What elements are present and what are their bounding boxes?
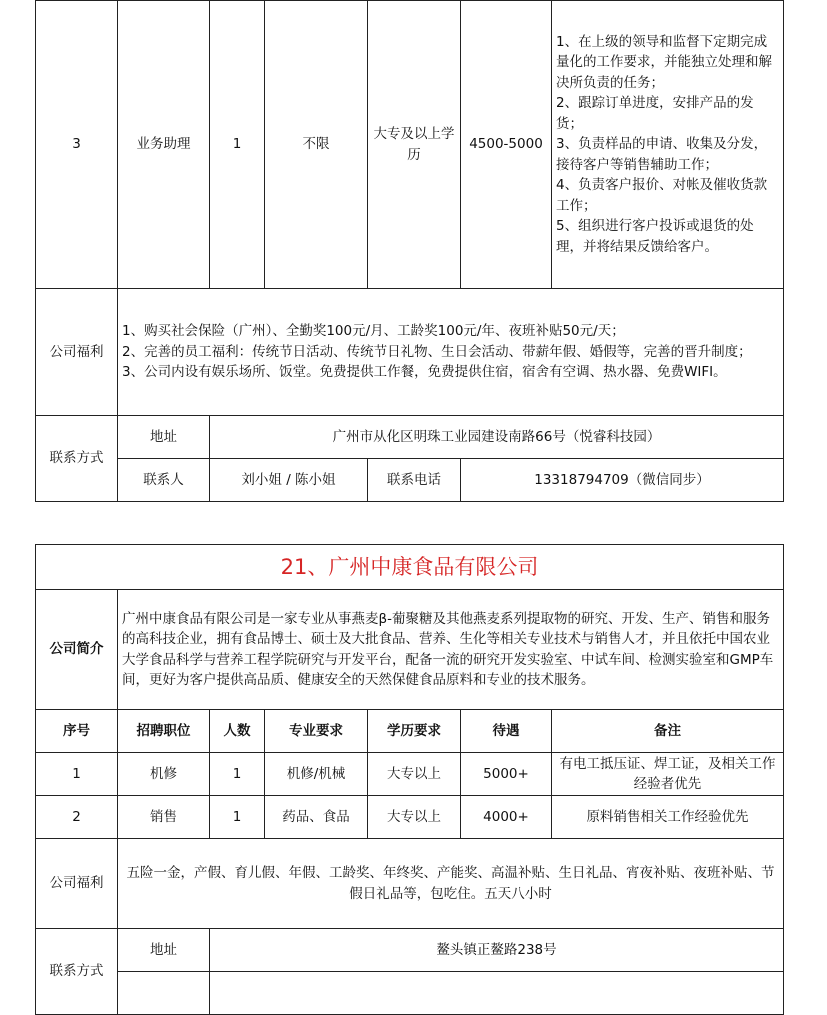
row-number: 2	[36, 796, 118, 839]
note-line: 3、负责样品的申请、收集及分发，接待客户等销售辅助工作；	[556, 136, 768, 173]
intro-label: 公司简介	[36, 590, 118, 710]
note-line: 1、在上级的领导和监督下定期完成量化的工作要求，并能独立处理和解决所负责的任务；	[556, 33, 772, 91]
row-number: 1	[36, 753, 118, 796]
contact-person-row	[36, 459, 784, 502]
phone-value: 13318794709（微信同步）	[461, 459, 784, 502]
header-education: 学历要求	[368, 710, 461, 753]
benefit-line: 1、购买社会保险（广州）、全勤奖100元/月、工龄奖100元/年、夜班补贴50元/天；	[122, 323, 625, 340]
job-position: 机修	[118, 753, 210, 796]
contact-label: 联系方式	[36, 416, 118, 502]
note-line: 5、组织进行客户投诉或退货的处理，并将结果反馈给客户。	[556, 218, 754, 255]
header-count: 人数	[210, 710, 265, 753]
salary: 4000+	[461, 796, 552, 839]
major-requirement: 不限	[265, 1, 368, 289]
company-title-row	[36, 545, 784, 590]
headcount: 1	[210, 1, 265, 289]
person-value	[210, 972, 784, 1015]
job-notes	[552, 1, 784, 289]
benefits-content	[118, 289, 784, 416]
benefits-content: 五险一金，产假、育儿假、年假、工龄奖、年终奖、产能奖、高温补贴、生日礼品、宵夜补贴、夜班补贴、节假日礼品等，包吃住。五天八小时	[118, 839, 784, 929]
job-notes: 有电工抵压证、焊工证，及相关工作经验者优先	[552, 753, 784, 796]
phone-label: 联系电话	[368, 459, 461, 502]
contact-person-row	[36, 972, 784, 1015]
table-row	[36, 753, 784, 796]
person-value: 刘小姐 / 陈小姐	[210, 459, 368, 502]
note-line: 2、跟踪订单进度，安排产品的发货；	[556, 95, 754, 132]
major-requirement: 药品、食品	[265, 796, 368, 839]
row-number: 3	[36, 1, 118, 289]
header-row	[36, 710, 784, 753]
header-position: 招聘职位	[118, 710, 210, 753]
table-row	[36, 796, 784, 839]
benefits-label: 公司福利	[36, 289, 118, 416]
header-notes: 备注	[552, 710, 784, 753]
table-row	[36, 1, 784, 289]
job-position: 销售	[118, 796, 210, 839]
education-requirement: 大专及以上学历	[368, 1, 461, 289]
person-label	[118, 972, 210, 1015]
recruitment-table-previous-company	[35, 0, 784, 502]
benefits-label: 公司福利	[36, 839, 118, 929]
address-value: 广州市从化区明珠工业园建设南路66号（悦睿科技园）	[210, 416, 784, 459]
header-no: 序号	[36, 710, 118, 753]
salary: 4500-5000	[461, 1, 552, 289]
contact-address-row	[36, 416, 784, 459]
header-major: 专业要求	[265, 710, 368, 753]
recruitment-table-zhongkang	[35, 544, 784, 1015]
intro-content: 广州中康食品有限公司是一家专业从事燕麦β-葡聚糖及其他燕麦系列提取物的研究、开发、生产、销售和服务的高科技企业，拥有食品博士、硕士及大批食品、营养、生化等相关专业技术与销售人才，并且依托中国农业大学食品科学与营养工程学院研究与开发平台，配备一流的研究开发实验室、中试车间、检测实验室和GMP车间，更好为客户提供高品质、健康安全的天然保健食品原料和专业的技术服务。	[118, 590, 784, 710]
benefits-row	[36, 839, 784, 929]
headcount: 1	[210, 753, 265, 796]
benefit-line: 3、公司内设有娱乐场所、饭堂。免费提供工作餐，免费提供住宿，宿舍有空调、热水器、免费WIFI。	[122, 364, 727, 381]
address-label: 地址	[118, 416, 210, 459]
job-notes: 原料销售相关工作经验优先	[552, 796, 784, 839]
person-label: 联系人	[118, 459, 210, 502]
contact-address-row	[36, 929, 784, 972]
education-requirement: 大专以上	[368, 796, 461, 839]
address-label: 地址	[118, 929, 210, 972]
header-salary: 待遇	[461, 710, 552, 753]
major-requirement: 机修/机械	[265, 753, 368, 796]
note-line: 4、负责客户报价、对帐及催收货款工作；	[556, 177, 768, 214]
benefits-row	[36, 289, 784, 416]
company-title: 21、广州中康食品有限公司	[36, 545, 784, 590]
salary: 5000+	[461, 753, 552, 796]
job-position: 业务助理	[118, 1, 210, 289]
education-requirement: 大专以上	[368, 753, 461, 796]
benefit-line: 2、完善的员工福利：传统节日活动、传统节日礼物、生日会活动、带薪年假、婚假等，完善的晋升制度；	[122, 343, 752, 360]
address-value: 鳌头镇正鳌路238号	[210, 929, 784, 972]
headcount: 1	[210, 796, 265, 839]
contact-label: 联系方式	[36, 929, 118, 1015]
intro-row	[36, 590, 784, 710]
